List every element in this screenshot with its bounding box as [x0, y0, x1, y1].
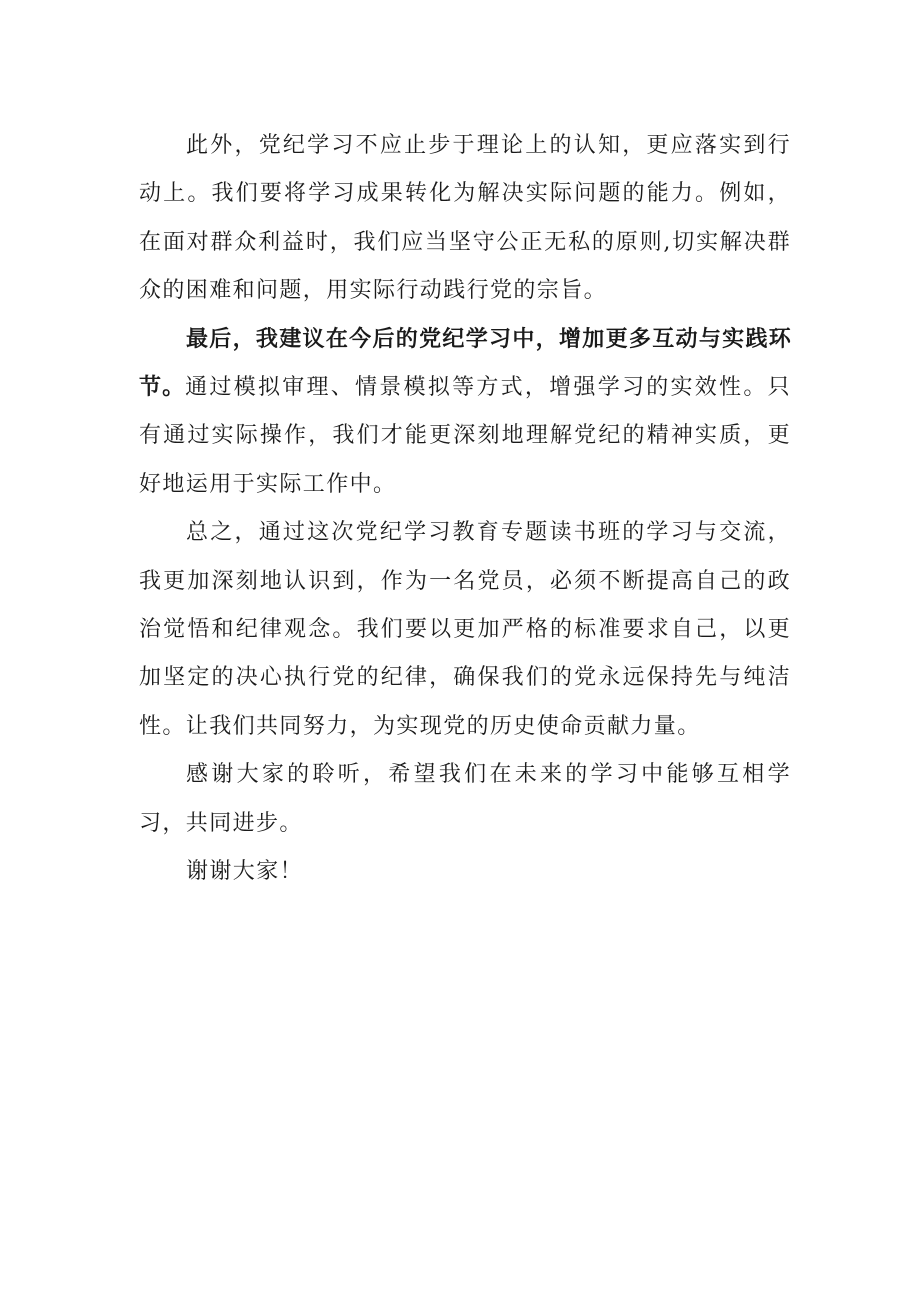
paragraph-text: 总之，通过这次党纪学习教育专题读书班的学习与交流，我更加深刻地认识到，作为一名党员，必须不断提高自己的政治觉悟和纪律观念。我们要以更加严格的标准要求自己，以更加坚定的决心执行党的纪律，确保我们的党永远保持先与纯洁性。让我们共同努力，为实现党的历史使命贡献力量。 — [139, 520, 791, 739]
paragraph-summary — [139, 509, 791, 751]
closing-line: 谢谢大家！ — [186, 859, 304, 885]
paragraph-text: 此外，党纪学习不应止步于理论上的认知，更应落实到行动上。我们要将学习成果转化为解决实际问题的能力。例如，在面对群众利益时，我们应当坚守公正无私的原则,切实解决群众的困难和问题，用实际行动践行党的宗旨。 — [139, 133, 791, 304]
paragraph-practice — [139, 122, 791, 316]
paragraph-bold-lead: 最后，我建议在今后的党纪学习中，增加更多互动与实践环节。 — [139, 326, 791, 401]
paragraph-text: 通过模拟审理、情景模拟等方式，增强学习的实效性。只有通过实际操作，我们才能更深刻地理解党纪的精神实质，更好地运用于实际工作中。 — [139, 375, 791, 497]
paragraph-thanks — [139, 751, 791, 848]
document-body — [139, 122, 791, 897]
paragraph-text: 感谢大家的聆听，希望我们在未来的学习中能够互相学习，共同进步。 — [139, 762, 791, 836]
paragraph-suggestion — [139, 316, 791, 510]
